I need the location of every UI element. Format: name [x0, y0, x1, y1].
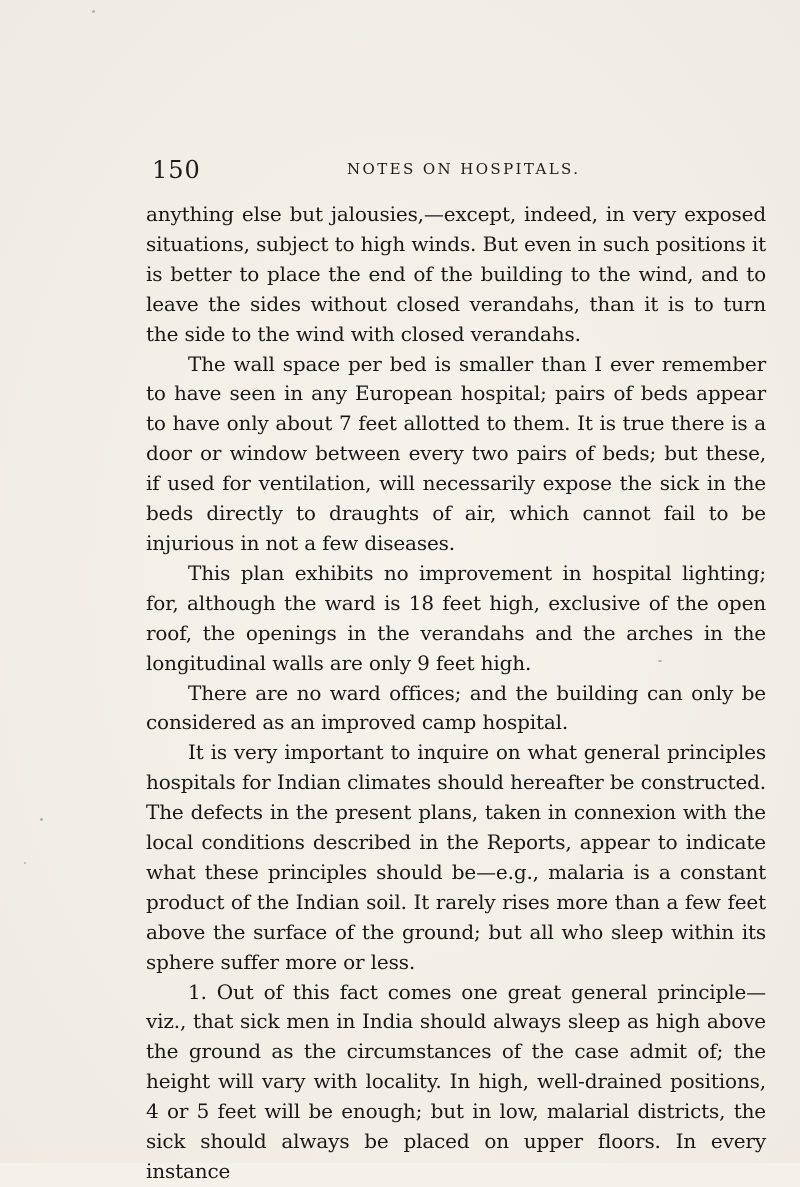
page-header [152, 156, 767, 186]
paper-speck [40, 818, 43, 821]
paragraph: It is very important to inquire on what general principles hospitals for Indian climates should hereafter be constructed. The defects in the present plans, taken in connexion with the local conditions described in the Reports, appear to indicate what these principles should be—e.g., malaria is a constant product of the Indian soil. It rarely rises more than a few feet above the surface of the ground; but all who sleep within its sphere suffer more or less. [146, 740, 766, 974]
paper-speck [92, 10, 95, 13]
paper-speck [24, 862, 26, 864]
running-head: NOTES ON HOSPITALS. [347, 160, 581, 178]
paragraph: 1. Out of this fact comes one great general principle—viz., that sick men in India should always sleep as high above the ground as the circumstances of the case admit of; the height will vary with locality. In high, well-drained positions, 4 or 5 feet will be enough; but in low, malarial districts, the sick should always be placed on upper floors. In every instance [146, 979, 766, 1183]
body-text [146, 200, 766, 1187]
paragraph: The wall space per bed is smaller than I ever remember to have seen in any European hospital; pairs of beds appear to have only about 7 feet allotted to them. It is true there is a door or window between every two pairs of beds; but these, if used for ventilation, will necessarily expose the sick in the beds directly to draughts of air, which cannot fail to be injurious in not a few diseases. [146, 351, 766, 555]
paragraph: anything else but jalousies,—except, indeed, in very exposed situations, subject to high winds. But even in such positions it is better to place the end of the building to the wind, and to leave the sides without closed verandahs, than it is to turn the side to the wind with closed verandahs. [146, 202, 766, 346]
paper-speck [658, 660, 662, 662]
paragraph: There are no ward offices; and the building can only be considered as an improved camp hospital. [146, 680, 766, 735]
page-number: 150 [152, 156, 201, 184]
paragraph: This plan exhibits no improvement in hospital lighting; for, although the ward is 18 feet high, exclusive of the open roof, the openings in the verandahs and the arches in the longitudinal walls are only 9 feet high. [146, 560, 766, 675]
